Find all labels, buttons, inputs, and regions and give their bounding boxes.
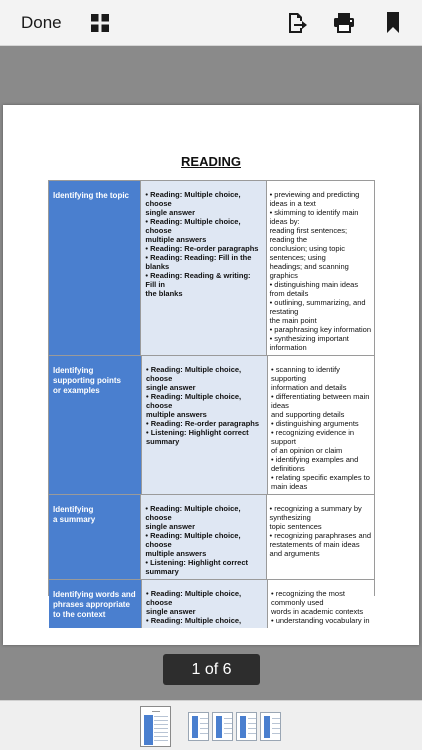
cell-line: • differentiating between main [271,392,370,401]
cell-line: • Reading: Multiple choice, [146,392,242,401]
cell-line: summary [146,437,180,446]
cell-line: graphics [269,271,298,280]
cell-line: • Reading: Multiple choice, [146,365,242,374]
cell-line: restatements of main ideas [269,540,360,549]
cell-line: • Reading: Re-order paragraphs [145,244,259,253]
cell-line: choose [145,199,172,208]
cell-line: • distinguishing arguments [271,419,359,428]
page-thumbnail-4[interactable] [236,712,257,741]
skill-cell [49,580,142,628]
cell-line: single answer [145,208,196,217]
cell-line: ideas in a text [269,199,316,208]
cell-line: ideas by: [269,217,300,226]
skill-cell [49,356,142,494]
cell-line: phrases appropriate [53,600,130,609]
cell-line: conclusion; using topic [269,244,346,253]
cell-line: multiple answers [145,549,207,558]
cell-line: restating [269,307,299,316]
skill-cell [49,495,141,579]
page-indicator: 1 of 6 [163,654,260,685]
cell-line: • skimming to identify main [269,208,359,217]
bookmark-icon[interactable] [381,11,405,35]
print-icon[interactable] [332,11,356,35]
document-page[interactable] [3,105,419,645]
sub-skills-cell [268,580,374,628]
grid-icon[interactable] [88,11,112,35]
cell-line: • Reading: Reading & writing: [145,271,251,280]
cell-line: • distinguishing main ideas [269,280,359,289]
cell-line: choose [145,540,172,549]
page-thumbnail-5[interactable] [260,712,281,741]
cell-line: single answer [146,383,196,392]
cell-line: summary [145,567,179,576]
cell-line: of an opinion or claim [271,446,343,455]
cell-line: • recognizing evidence in [271,428,355,437]
cell-line: main ideas [271,482,308,491]
table-row [49,181,374,356]
cell-line: choose [146,401,173,410]
cell-line: headings; and scanning [269,262,349,271]
cell-line: • Reading: Multiple choice, [145,504,241,513]
cell-line: Fill in [145,280,165,289]
cell-line: • Reading: Re-order paragraphs [146,419,260,428]
cell-line: definitions [271,464,305,473]
share-icon[interactable] [285,11,309,35]
cell-line: • Reading: Reading: Fill in the [145,253,252,262]
cell-line: reading first sentences; [269,226,348,235]
cell-line: • relating specific examples to [271,473,370,482]
cell-line: Identifying words and [53,590,136,599]
cell-line: choose [145,226,172,235]
cell-line: from details [269,289,309,298]
cell-line: supporting points [53,376,121,385]
thumbnail-strip [0,700,422,750]
task-types-cell [141,495,266,579]
cell-line: information [269,343,307,352]
cell-line: the blanks [145,289,183,298]
cell-line: to the context [53,610,106,619]
done-button[interactable]: Done [21,13,62,32]
cell-line: • paraphrasing key information [269,325,371,334]
sub-skills-cell [268,356,374,494]
page-title: READING [181,154,241,169]
reading-skills-table [48,180,375,625]
cell-line: • synthesizing important [269,334,349,343]
cell-line: • identifying examples and [271,455,359,464]
cell-line: • outlining, summarizing, and [269,298,366,307]
cell-line: multiple answers [146,410,207,419]
task-types-cell [141,181,266,355]
cell-line: blanks [145,262,170,271]
cell-line: Identifying [53,505,94,514]
page-thumbnail-3[interactable] [212,712,233,741]
cell-line: • understanding vocabulary in [271,616,370,625]
task-types-cell [142,356,268,494]
cell-line: and arguments [269,549,320,558]
cell-line: information and details [271,383,347,392]
cell-line: commonly used [271,598,324,607]
cell-line: a summary [53,515,96,524]
cell-line: sentences; using [269,253,326,262]
cell-line: • Reading: Multiple choice, [145,531,241,540]
cell-line: Identifying the topic [53,191,129,200]
cell-line: ideas [271,401,289,410]
cell-line: • Listening: Highlight correct [145,558,249,567]
cell-line: synthesizing [269,513,311,522]
cell-line: • recognizing paraphrases and [269,531,371,540]
cell-line: • Reading: Multiple choice, [145,190,241,199]
page-thumbnail-2[interactable] [188,712,209,741]
cell-line: Identifying [53,366,94,375]
cell-line: and supporting details [271,410,345,419]
table-row [49,495,374,580]
cell-line: choose [146,374,173,383]
cell-line: • recognizing the most [271,589,345,598]
cell-line: choose [146,598,173,607]
cell-line: • Reading: Multiple choice, [146,616,242,625]
cell-line: words in academic contexts [271,607,364,616]
sub-skills-cell [267,181,374,355]
cell-line: • Reading: Multiple choice, [146,589,242,598]
table-row [49,580,374,628]
top-toolbar [0,0,422,46]
cell-line: single answer [145,522,195,531]
page-thumbnail-1[interactable] [140,706,171,747]
cell-line: topic sentences [269,522,322,531]
skill-cell [49,181,141,355]
cell-line: • Listening: Highlight correct [146,428,249,437]
sub-skills-cell [267,495,374,579]
cell-line: • scanning to identify [271,365,340,374]
cell-line: single answer [146,607,196,616]
task-types-cell [142,580,268,628]
cell-line: choose [145,513,172,522]
cell-line: support [271,437,297,446]
cell-line: multiple answers [145,235,207,244]
cell-line: • previewing and predicting [269,190,360,199]
cell-line: • recognizing a summary by [269,504,362,513]
table-row [49,356,374,495]
cell-line: • Reading: Multiple choice, [145,217,241,226]
cell-line: reading the [269,235,308,244]
cell-line: or examples [53,386,100,395]
cell-line: the main point [269,316,317,325]
cell-line: supporting [271,374,307,383]
